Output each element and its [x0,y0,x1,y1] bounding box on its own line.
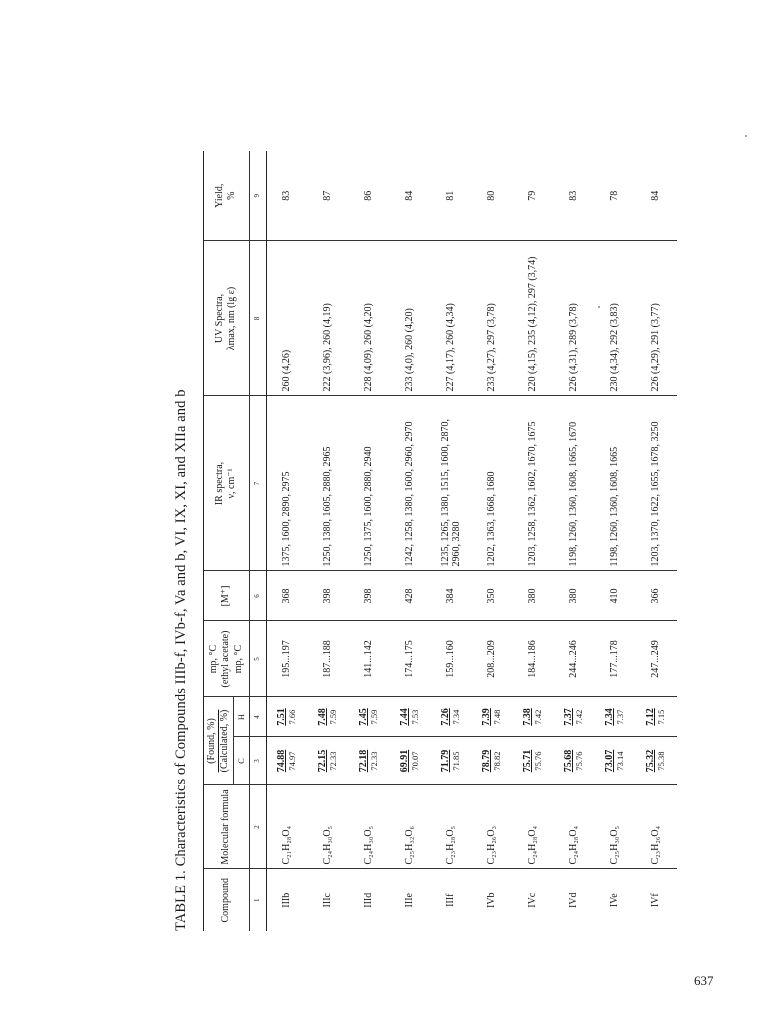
compound-cell [636,869,677,931]
h-found-value: 7.26 [440,708,452,726]
carbon-cell [308,737,349,785]
mp-cell [554,621,595,697]
mass-ion-cell [472,571,513,621]
carbon-cell [513,737,554,785]
h-calc-value: 7.34 [450,709,461,725]
formula-cell [308,785,349,869]
yield-value: 79 [527,190,539,201]
mass-ion-cell [266,571,308,621]
mp-cell [308,621,349,697]
mp-cell [431,621,472,697]
formula-value: C₂₅H₃₀O₅ [609,825,621,865]
uv-value: 222 (3,96), 260 (4,19) [322,303,334,392]
table-row [554,151,595,931]
header-found: (Found, %) [206,718,217,764]
m-value: 380 [568,588,580,604]
h-found-value: 7.51 [276,708,288,726]
ir-value: 1203, 1258, 1362, 1602, 1670, 1675 [527,421,539,567]
c-calc-value: 75.76 [532,751,543,771]
formula-value: C₂₄H₂₈O₄ [568,825,580,865]
carbon-cell [636,737,677,785]
formula-value: C₂₄H₃₀O₅ [363,825,375,865]
formula-cell [266,785,308,869]
page-number: 637 [694,973,714,988]
yield-value: 80 [486,190,498,201]
header-calculated: (Calculated, %) [218,709,230,773]
hydrogen-cell [308,697,349,737]
table-row [390,151,431,931]
compound-value: IIIf [445,893,457,907]
carbon-cell [554,737,595,785]
yield-cell [472,151,513,241]
table-caption: TABLE 1. Characteristics of Compounds IIIb-f, IVb-f, Va and b, VI, IX, XI, and XIIa and b [173,389,189,931]
h-calc-value: 7.59 [327,709,338,725]
m-value: 398 [322,588,334,604]
header-mp-line1: mp, °C [207,644,219,674]
c-calc-value: 78.82 [491,751,502,771]
yield-value: 81 [445,190,457,201]
h-found-value: 7.38 [522,708,534,726]
mass-ion-cell [431,571,472,621]
yield-cell [595,151,636,241]
c-calc-value: 71.85 [450,751,461,771]
c-calc-value: 73.14 [614,751,625,771]
c-found-value: 75.32 [645,749,657,773]
c-found-value: 74.88 [276,749,288,773]
table-row [636,151,677,931]
table-row [595,151,636,931]
uv-cell [431,241,472,396]
compound-cell [513,869,554,931]
hydrogen-cell [595,697,636,737]
table-row [349,151,390,931]
formula-value: C₂₃H₂₆O₄ [650,825,662,865]
uv-cell [513,241,554,396]
header-formula: Molecular formula [204,785,250,869]
table-row [513,151,554,931]
mp-value: 195...197 [281,640,293,678]
ir-cell [349,396,390,571]
header-mp-line3: mp, °C [232,644,244,674]
mp-cell [472,621,513,697]
carbon-cell [266,737,308,785]
yield-cell [554,151,595,241]
c-calc-value: 75.38 [655,751,666,771]
m-value: 366 [650,588,662,604]
header-row [204,151,234,931]
uv-value: 233 (4,0), 260 (4,20) [404,308,416,392]
ir-value: 1235, 1265, 1380, 1515, 1600, 2870, 2960, 3280 [439,419,463,567]
yield-cell [349,151,390,241]
mp-cell [513,621,554,697]
h-calc-value: 7.37 [614,709,625,725]
m-value: 368 [281,588,293,604]
compound-value: IIIc [322,893,334,908]
formula-cell [349,785,390,869]
mp-value: 247...249 [650,640,662,678]
m-value: 428 [404,588,416,604]
header-mp [204,621,250,697]
table-row [308,151,349,931]
c-calc-value: 74.97 [286,751,297,771]
characteristics-table [203,151,677,931]
header-uv [204,241,250,396]
compound-cell [595,869,636,931]
uv-cell [472,241,513,396]
header-yield-line1: Yield, [213,183,225,208]
mass-ion-cell [513,571,554,621]
formula-cell [513,785,554,869]
ir-value: 1203, 1370, 1622, 1655, 1678, 3250 [650,421,662,567]
mp-value: 208...209 [486,640,498,678]
compound-value: IVe [609,893,621,908]
ir-cell [390,396,431,571]
header-uv-line1: UV Spectra, [213,293,225,344]
c-found-value: 75.71 [522,749,534,773]
c-found-value: 69.91 [399,749,411,773]
carbon-cell [390,737,431,785]
scan-speck [745,135,747,137]
compound-value: IIIe [404,893,416,908]
mp-value: 174...175 [404,640,416,678]
carbon-cell [472,737,513,785]
hydrogen-cell [349,697,390,737]
formula-value: C₂₃H₂₆O₃ [486,825,498,865]
col-number: 2 [249,785,266,869]
c-calc-value: 72.33 [368,751,379,771]
h-found-value: 7.37 [563,708,575,726]
mp-value: 244...246 [568,640,580,678]
m-value: 350 [486,588,498,604]
table-row [431,151,472,931]
col-number: 1 [249,869,266,931]
formula-value: C₂₃H₂₈O₅ [445,825,457,865]
h-calc-value: 7.59 [368,709,379,725]
mp-cell [595,621,636,697]
table-row [266,151,308,931]
uv-value: 226 (4,31), 289 (3,78) [568,303,580,392]
mass-ion-cell [595,571,636,621]
h-calc-value: 7.48 [491,709,502,725]
yield-cell [308,151,349,241]
ir-value: 1250, 1380, 1605, 2880, 2965 [322,446,334,567]
compound-value: IIId [363,892,375,908]
ir-value: 1198, 1260, 1360, 1608, 1665, 1670 [568,421,580,567]
compound-value: IVf [650,893,662,908]
header-mp-line2: (ethyl acetate) [220,630,232,688]
ir-cell [431,396,472,571]
header-ir-line1: IR spectra, [213,461,225,506]
formula-cell [431,785,472,869]
mp-value: 141...142 [363,640,375,678]
table-row [472,151,513,931]
header-ir-line2: ν, cm⁻¹ [226,468,238,499]
mass-ion-cell [390,571,431,621]
m-value: 410 [609,588,621,604]
col-number: 4 [249,697,266,737]
h-calc-value: 7.15 [655,709,666,725]
c-calc-value: 70.07 [409,751,420,771]
compound-cell [308,869,349,931]
header-yield-line2: % [226,191,238,200]
yield-value: 83 [281,190,293,201]
yield-cell [266,151,308,241]
h-calc-value: 7.42 [573,709,584,725]
compound-cell [349,869,390,931]
compound-cell [431,869,472,931]
c-found-value: 75.68 [563,749,575,773]
mp-value: 184...186 [527,640,539,678]
ir-value: 1242, 1258, 1380, 1600, 2960, 2970 [404,421,416,567]
yield-value: 83 [568,190,580,201]
ir-cell [308,396,349,571]
table-body [266,151,677,931]
header-found-calculated [204,697,234,785]
formula-cell [472,785,513,869]
hydrogen-cell [554,697,595,737]
header-uv-line2: λmax, nm (lg ε) [226,286,238,351]
uv-value: 226 (4,29), 291 (3,77) [650,303,662,392]
uv-cell [308,241,349,396]
formula-cell [636,785,677,869]
mass-ion-cell [554,571,595,621]
compound-value: IIIb [281,892,293,908]
c-found-value: 73.07 [604,749,616,773]
mp-cell [636,621,677,697]
col-number: 5 [249,621,266,697]
uv-value: 228 (4,09), 260 (4,20) [363,303,375,392]
ir-value: 1250, 1375, 1600, 2880, 2940 [363,446,375,567]
uv-value: 260 (4,26) [281,349,293,392]
uv-cell [349,241,390,396]
h-found-value: 7.48 [317,708,329,726]
carbon-cell [595,737,636,785]
h-found-value: 7.39 [481,708,493,726]
ir-cell [595,396,636,571]
formula-value: C₂₁H₂₈O₄ [281,825,293,865]
c-calc-value: 75.76 [573,751,584,771]
uv-cell [390,241,431,396]
c-calc-value: 72.33 [327,751,338,771]
col-number: 9 [249,151,266,241]
hydrogen-cell [513,697,554,737]
mass-ion-cell [636,571,677,621]
yield-cell [513,151,554,241]
c-found-value: 71.79 [440,749,452,773]
yield-cell [431,151,472,241]
formula-value: C₂₅H₃₂O₆ [404,825,416,865]
c-found-value: 72.15 [317,749,329,773]
uv-cell [595,241,636,396]
column-number-row [249,151,266,931]
carbon-cell [349,737,390,785]
hydrogen-cell [636,697,677,737]
h-calc-value: 7.53 [409,709,420,725]
compound-value: IVb [486,892,498,909]
mass-ion-cell [308,571,349,621]
ir-value: 1202, 1363, 1668, 1680 [486,471,498,567]
table-header [204,151,267,931]
yield-cell [636,151,677,241]
h-found-value: 7.12 [645,708,657,726]
h-found-value: 7.45 [358,708,370,726]
mp-value: 187...188 [322,640,334,678]
ir-cell [636,396,677,571]
header-c: C [234,737,250,785]
m-value: 384 [445,588,457,604]
ir-cell [266,396,308,571]
scan-speck [598,306,600,308]
formula-value: C₂₄H₃₀O₅ [322,825,334,865]
mp-cell [349,621,390,697]
uv-value: 220 (4,15), 235 (4,12), 297 (3,74) [527,256,539,392]
uv-value: 230 (4,34), 292 (3,83) [609,303,621,392]
rotated-table-page [173,151,743,931]
compound-cell [390,869,431,931]
yield-value: 84 [404,190,416,201]
compound-cell [554,869,595,931]
uv-cell [554,241,595,396]
hydrogen-cell [266,697,308,737]
hydrogen-cell [431,697,472,737]
col-number: 7 [249,396,266,571]
uv-value: 227 (4,17), 260 (4,34) [445,303,457,392]
ir-value: 1198, 1260, 1360, 1608, 1665 [609,446,621,567]
h-calc-value: 7.42 [532,709,543,725]
col-number: 6 [249,571,266,621]
m-value: 380 [527,588,539,604]
h-calc-value: 7.66 [286,709,297,725]
formula-cell [554,785,595,869]
header-ir [204,396,250,571]
yield-cell [390,151,431,241]
h-found-value: 7.34 [604,708,616,726]
compound-value: IVc [527,892,539,908]
h-found-value: 7.44 [399,708,411,726]
header-compound: Compound [204,869,250,931]
uv-value: 233 (4,27), 297 (3,78) [486,303,498,392]
col-number: 8 [249,241,266,396]
mp-value: 177...178 [609,640,621,678]
yield-value: 86 [363,190,375,201]
m-value: 398 [363,588,375,604]
ir-value: 1375, 1600, 2890, 2975 [281,471,293,567]
ir-cell [513,396,554,571]
col-number: 3 [249,737,266,785]
hydrogen-cell [472,697,513,737]
yield-value: 87 [322,190,334,201]
c-found-value: 72.18 [358,749,370,773]
hydrogen-cell [390,697,431,737]
compound-cell [266,869,308,931]
compound-cell [472,869,513,931]
yield-value: 78 [609,190,621,201]
header-yield [204,151,250,241]
c-found-value: 78.79 [481,749,493,773]
formula-cell [390,785,431,869]
mass-ion-cell [349,571,390,621]
uv-cell [266,241,308,396]
header-h: H [234,697,250,737]
mp-cell [390,621,431,697]
ir-cell [472,396,513,571]
uv-cell [636,241,677,396]
mp-cell [266,621,308,697]
header-m-ion: [M⁺] [204,571,250,621]
compound-value: IVd [568,892,580,909]
mp-value: 159...160 [445,640,457,678]
formula-value: C₂₄H₂₈O₄ [527,825,539,865]
carbon-cell [431,737,472,785]
ir-cell [554,396,595,571]
formula-cell [595,785,636,869]
yield-value: 84 [650,190,662,201]
